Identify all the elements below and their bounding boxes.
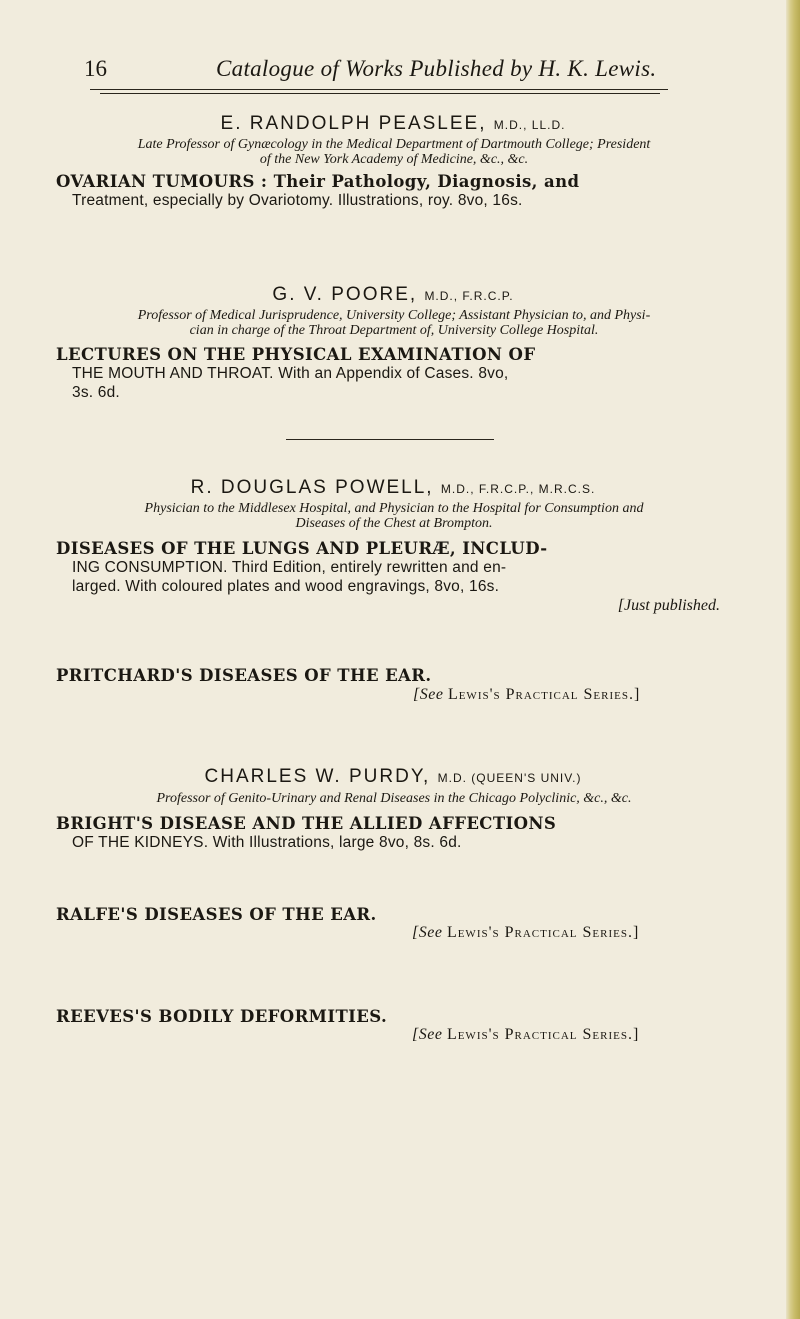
book-description: THE MOUTH AND THROAT. With an Appendix of Cases. 8vo, [72, 365, 509, 382]
running-header [40, 56, 740, 90]
header-rule [90, 89, 668, 90]
author-name: G. V. POORE, [272, 284, 418, 305]
book-entry [56, 345, 732, 402]
book-title: REEVES'S BODILY DEFORMITIES. [56, 1007, 388, 1026]
book-title: OVARIAN TUMOURS : Their Pathology, Diagnosis, and [56, 172, 580, 191]
see-reference: Lewis's Practical Series.] [447, 686, 641, 703]
author-heading [0, 477, 786, 499]
book-entry [56, 172, 732, 210]
author-name: E. RANDOLPH PEASLEE, [220, 113, 487, 134]
see-reference: Lewis's Practical Series.] [446, 924, 640, 941]
book-entry [56, 905, 732, 924]
book-title: PRITCHARD'S DISEASES OF THE EAR. [56, 666, 432, 685]
page-edge [786, 0, 800, 1319]
author-degrees: M.D., F.R.C.P. [424, 289, 514, 303]
credentials-line: of the New York Academy of Medicine, &c., &c. [259, 152, 529, 167]
author-heading [0, 284, 786, 306]
book-description: Treatment, especially by Ovariotomy. Illustrations, roy. 8vo, 16s. [72, 192, 523, 209]
section-rule [286, 439, 494, 440]
book-entry [56, 814, 732, 852]
credentials-line: Late Professor of Gynæcology in the Medical Department of Dartmouth College; President [137, 137, 651, 152]
author-degrees: M.D. (QUEEN'S UNIV.) [437, 771, 582, 785]
author-name: R. DOUGLAS POWELL, [190, 477, 434, 498]
credentials-line: Physician to the Middlesex Hospital, and Physician to the Hospital for Consumption and [144, 501, 644, 516]
credentials-line: Professor of Medical Jurisprudence, University College; Assistant Physician to, and Physi- [137, 308, 651, 323]
book-title: DISEASES OF THE LUNGS AND PLEURÆ, INCLUD- [56, 539, 548, 558]
header-rule-thin [100, 93, 660, 94]
book-description: ING CONSUMPTION. Third Edition, entirely rewritten and en- [72, 559, 507, 576]
author-degrees: M.D., LL.D. [493, 118, 566, 132]
author-credentials [60, 501, 728, 531]
book-title: BRIGHT'S DISEASE AND THE ALLIED AFFECTIONS [56, 814, 557, 833]
author-degrees: M.D., F.R.C.P., M.R.C.S. [440, 482, 596, 496]
author-heading [0, 766, 786, 788]
credentials-line: Professor of Genito-Urinary and Renal Diseases in the Chicago Polyclinic, &c., &c. [156, 791, 632, 806]
see-prefix: [See [412, 924, 443, 941]
book-description: 3s. 6d. [72, 384, 120, 401]
author-name: CHARLES W. PURDY, [204, 766, 431, 787]
credentials-line: Diseases of the Chest at Brompton. [295, 516, 493, 531]
book-entry [56, 666, 732, 685]
book-entry [56, 1007, 732, 1026]
author-heading [0, 113, 786, 135]
cross-reference [412, 1026, 639, 1044]
see-prefix: [See [413, 686, 444, 703]
author-credentials [60, 308, 728, 338]
running-title: Catalogue of Works Published by H. K. Lewis. [216, 56, 657, 81]
book-title: LECTURES ON THE PHYSICAL EXAMINATION OF [56, 345, 536, 364]
author-credentials [60, 137, 728, 167]
see-prefix: [See [412, 1026, 443, 1043]
cross-reference [412, 924, 639, 942]
book-description: larged. With coloured plates and wood engravings, 8vo, 16s. [72, 578, 500, 595]
credentials-line: cian in charge of the Throat Department of, University College Hospital. [189, 323, 599, 338]
book-entry [56, 539, 732, 596]
see-reference: Lewis's Practical Series.] [446, 1026, 640, 1043]
book-description: OF THE KIDNEYS. With Illustrations, large 8vo, 8s. 6d. [72, 834, 462, 851]
cross-reference [413, 686, 640, 704]
publication-status: [Just published. [617, 597, 720, 614]
author-credentials [60, 791, 728, 806]
page-number: 16 [84, 56, 107, 81]
book-title: RALFE'S DISEASES OF THE EAR. [56, 905, 377, 924]
